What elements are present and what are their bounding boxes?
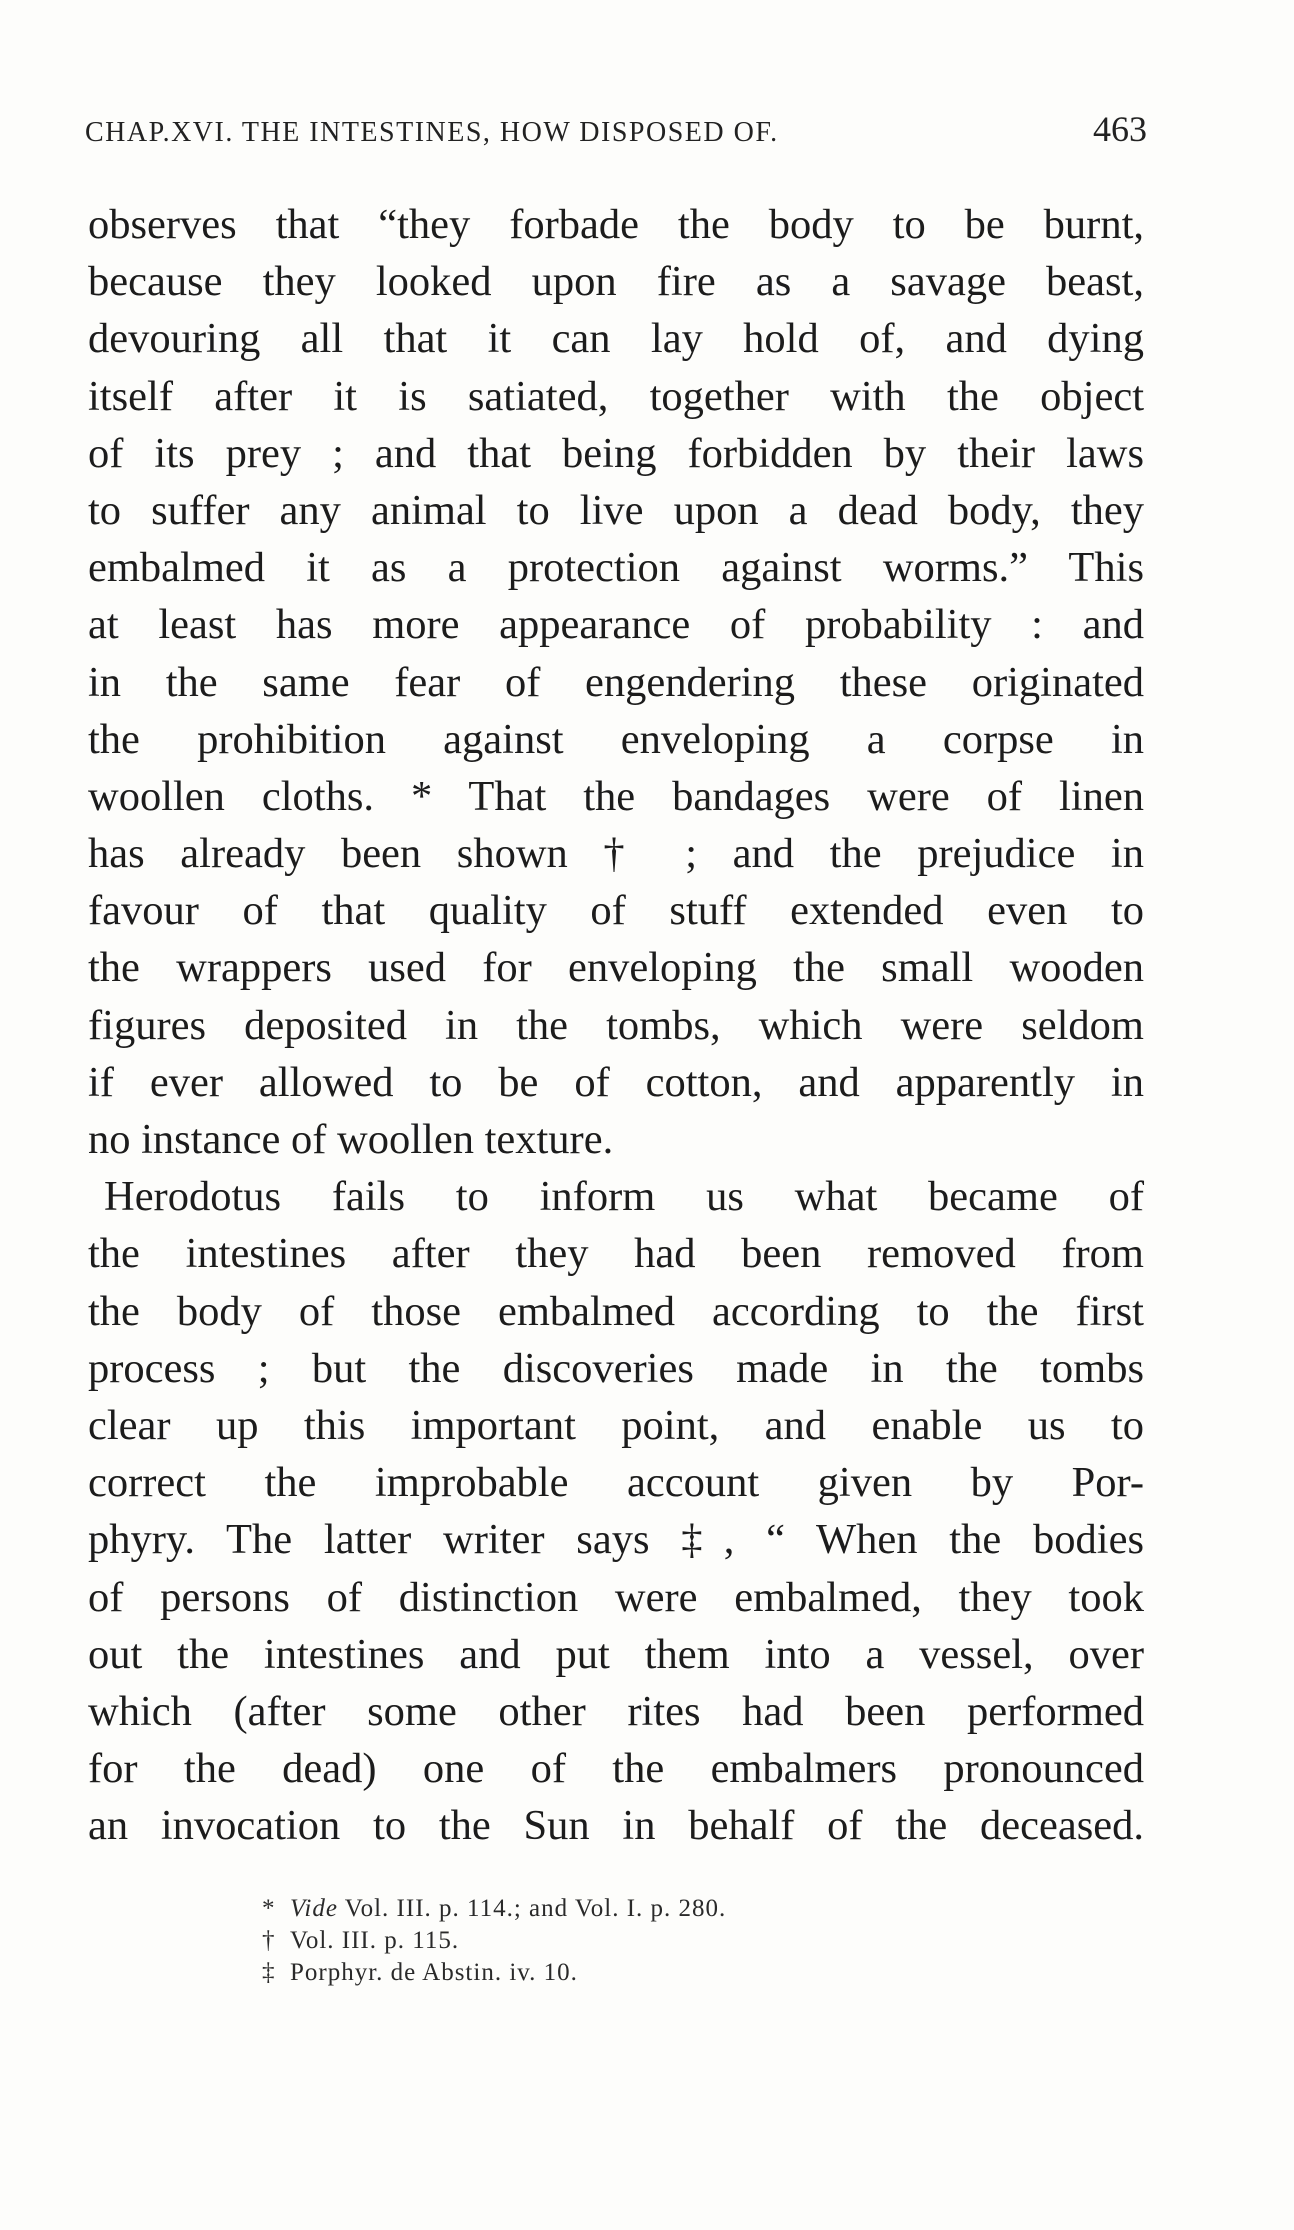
page-number: 463 — [1093, 109, 1147, 149]
text-line: figures deposited in the tombs, which were seldom — [88, 1001, 1144, 1049]
text-line: which (after some other rites had been performed — [88, 1687, 1144, 1735]
text-line: the intestines after they had been removed from — [88, 1230, 1144, 1278]
text-line: for the dead) one of the embalmers pronounced — [88, 1745, 1144, 1793]
text-line: no instance of woollen texture. — [88, 1116, 614, 1163]
footnote-italic: Vide — [290, 1895, 338, 1922]
text-line: an invocation to the Sun in behalf of the deceased. — [88, 1802, 1144, 1850]
text-line: in the same fear of engendering these originated — [88, 658, 1144, 706]
footnote-mark: * — [262, 1895, 276, 1922]
footnote-mark: ‡ — [262, 1959, 276, 1986]
footnote-text: Vol. III. p. 114.; and Vol. I. p. 280. — [337, 1895, 727, 1922]
text-line: has already been shown † ; and the prejudice in — [88, 830, 1144, 878]
body-text — [88, 196, 1144, 1854]
text-line: to suffer any animal to live upon a dead body, they — [88, 486, 1144, 534]
paragraph-start-line: Herodotus fails to inform us what became of — [104, 1173, 1144, 1221]
text-line: favour of that quality of stuff extended even to — [88, 887, 1144, 935]
footnote-text: Porphyr. de Abstin. iv. 10. — [290, 1959, 578, 1986]
text-line: the prohibition against enveloping a corpse in — [88, 715, 1144, 763]
text-line: of its prey ; and that being forbidden by their laws — [88, 429, 1144, 477]
running-header — [85, 108, 1147, 152]
text-line: at least has more appearance of probability : and — [88, 601, 1144, 649]
text-line: the wrappers used for enveloping the small wooden — [88, 944, 1144, 992]
text-line: itself after it is satiated, together with the object — [88, 372, 1144, 420]
footnote — [262, 1957, 1022, 1989]
text-line: clear up this important point, and enable us to — [88, 1401, 1144, 1449]
text-line: out the intestines and put them into a vessel, over — [88, 1630, 1144, 1678]
text-line: observes that “they forbade the body to be burnt, — [88, 201, 1144, 248]
footnote-text: Vol. III. p. 115. — [290, 1927, 460, 1954]
footnotes — [262, 1893, 1022, 1989]
footnote — [262, 1925, 1022, 1957]
text-line: embalmed it as a protection against worms.” This — [88, 544, 1144, 592]
text-line: if ever allowed to be of cotton, and apparently in — [88, 1058, 1144, 1106]
text-line: because they looked upon fire as a savage beast, — [88, 258, 1144, 306]
running-title: CHAP.XVI. THE INTESTINES, HOW DISPOSED OF. — [85, 117, 779, 148]
text-line: devouring all that it can lay hold of, and dying — [88, 315, 1144, 363]
text-line: phyry. The latter writer says ‡, “ When the bodies — [88, 1516, 1144, 1564]
text-line: correct the improbable account given by Por- — [88, 1459, 1144, 1507]
text-line: process ; but the discoveries made in the tombs — [88, 1344, 1144, 1392]
text-line: woollen cloths. * That the bandages were of linen — [88, 772, 1144, 820]
text-line: the body of those embalmed according to the first — [88, 1287, 1144, 1335]
footnote-mark: † — [262, 1927, 276, 1954]
text-line: of persons of distinction were embalmed, they took — [88, 1573, 1144, 1621]
footnote — [262, 1893, 1022, 1925]
